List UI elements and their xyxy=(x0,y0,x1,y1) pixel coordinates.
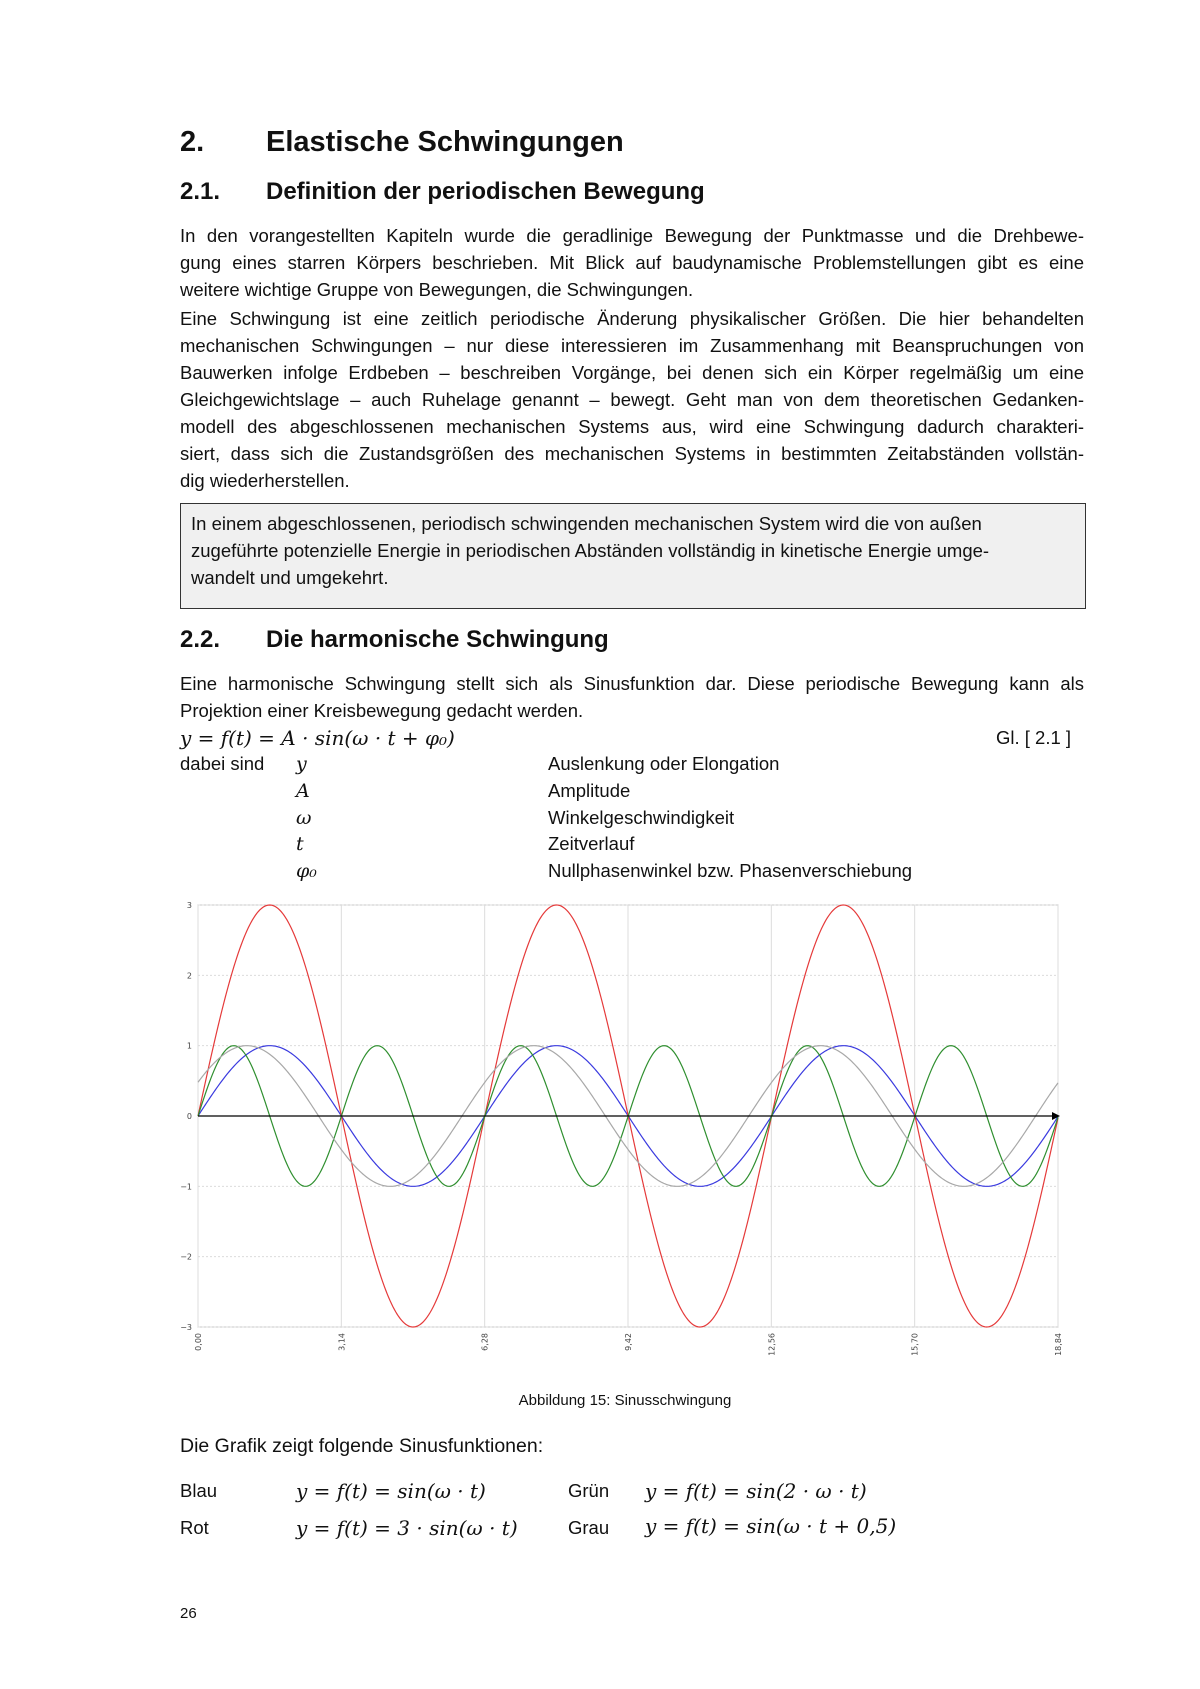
definition-box xyxy=(180,503,1086,609)
y-tick-label: 0 xyxy=(186,1112,192,1121)
text-line: Projektion einer Kreisbewegung gedacht werden. xyxy=(180,700,584,721)
x-tick-label: 18,84 xyxy=(1054,1333,1063,1356)
section-title: Die harmonische Schwingung xyxy=(266,626,609,653)
y-tick-label: −1 xyxy=(180,1182,192,1192)
text-line: Eine harmonische Schwingung stellt sich als Sinusfunktion dar. Diese periodische Bewegung kann als xyxy=(180,673,1084,694)
function-formula-grey: y = f(t) = sin(ω · t + 0,5) xyxy=(645,1514,897,1538)
chapter-title: Elastische Schwingungen xyxy=(266,126,624,158)
x-tick-label: 0,00 xyxy=(194,1333,203,1351)
definition-symbol: A xyxy=(296,780,310,802)
section-title: Definition der periodischen Bewegung xyxy=(266,178,705,205)
x-tick-label: 9,42 xyxy=(624,1333,633,1351)
text-line: dig wiederherstellen. xyxy=(180,470,350,491)
section-heading-2-1 xyxy=(180,178,705,206)
x-tick-label: 15,70 xyxy=(910,1333,920,1356)
definition-text: Winkelgeschwindigkeit xyxy=(548,807,735,828)
x-tick-label: 6,28 xyxy=(480,1333,490,1351)
section-heading-2-2 xyxy=(180,626,609,654)
chapter-heading xyxy=(180,126,624,159)
summary-intro: Die Grafik zeigt folgende Sinusfunktionen: xyxy=(180,1435,544,1457)
x-tick-label: 12,56 xyxy=(767,1333,777,1356)
page-number: 26 xyxy=(180,1605,197,1622)
paragraph-definition xyxy=(180,305,1084,494)
box-line: wandelt und umgekehrt. xyxy=(191,567,389,588)
y-tick-label: 1 xyxy=(186,1041,192,1051)
definitions-intro: dabei sind xyxy=(180,753,265,774)
definition-text: Amplitude xyxy=(548,780,631,801)
definition-symbol: t xyxy=(296,833,304,855)
definition-symbol: φ₀ xyxy=(296,860,317,882)
definition-text: Nullphasenwinkel bzw. Phasenverschiebung xyxy=(548,860,913,881)
text-line: modell des abgeschlossenen mechanischen Systems aus, wird eine Schwingung dadurch charakteri- xyxy=(180,416,1084,437)
sine-chart xyxy=(180,898,1080,1376)
function-formula-blue: y = f(t) = sin(ω · t) xyxy=(296,1479,486,1503)
equation-formula: y = f(t) = A · sin(ω · t + φ₀) xyxy=(180,726,455,750)
text-line: mechanischen Schwingungen – nur diese interessieren im Zusammenhang mit Beanspruchungen von xyxy=(180,335,1084,356)
box-line: zugeführte potenzielle Energie in periodischen Abständen vollständig in kinetische Energie umge- xyxy=(191,540,990,561)
function-formula-green: y = f(t) = sin(2 · ω · t) xyxy=(645,1479,867,1503)
function-label-blue: Blau xyxy=(180,1480,218,1501)
text-line: gung eines starren Körpers beschrieben. Mit Blick auf baudynamische Problemstellungen gibt es eine xyxy=(180,252,1084,273)
text-line: siert, dass sich die Zustandsgrößen des mechanischen Systems in bestimmten Zeitabständen vollstän- xyxy=(180,443,1084,464)
paragraph-intro xyxy=(180,222,1084,303)
function-label-grey: Grau xyxy=(568,1517,610,1538)
definition-text: Zeitverlauf xyxy=(548,833,635,854)
figure-caption: Abbildung 15: Sinusschwingung xyxy=(518,1392,732,1409)
y-tick-label: −2 xyxy=(180,1252,192,1262)
text-line: Eine Schwingung ist eine zeitlich periodische Änderung physikalischer Größen. Die hier behandelten xyxy=(180,308,1084,329)
text-line: In den vorangestellten Kapiteln wurde die geradlinige Bewegung der Punktmasse und die Drehbewe- xyxy=(180,225,1084,246)
paragraph-harmonic xyxy=(180,670,1084,724)
text-line: Bauwerken infolge Erdbeben – beschreiben Vorgänge, bei denen sich ein Körper regelmäßig um eine xyxy=(180,362,1084,383)
text-line: weitere wichtige Gruppe von Bewegungen, die Schwingungen. xyxy=(180,279,694,300)
equation-reference: Gl. [ 2.1 ] xyxy=(996,727,1072,748)
section-number: 2.2. xyxy=(180,626,221,653)
box-line: In einem abgeschlossenen, periodisch schwingenden mechanischen System wird die von außen xyxy=(191,513,982,534)
function-label-green: Grün xyxy=(568,1480,610,1501)
y-tick-label: −3 xyxy=(180,1323,192,1332)
y-tick-label: 2 xyxy=(186,971,192,981)
y-tick-label: 3 xyxy=(186,901,192,910)
definition-text: Auslenkung oder Elongation xyxy=(548,753,780,774)
function-label-red: Rot xyxy=(180,1517,209,1538)
function-formula-red: y = f(t) = 3 · sin(ω · t) xyxy=(296,1516,518,1540)
definition-symbol: y xyxy=(296,753,307,775)
definition-symbol: ω xyxy=(296,807,312,829)
x-tick-label: 3,14 xyxy=(337,1333,347,1351)
text-line: Gleichgewichtslage – auch Ruhelage genannt – bewegt. Geht man von dem theoretischen Gedanken- xyxy=(180,389,1084,410)
section-number: 2.1. xyxy=(180,178,221,205)
chapter-number: 2. xyxy=(180,126,205,158)
